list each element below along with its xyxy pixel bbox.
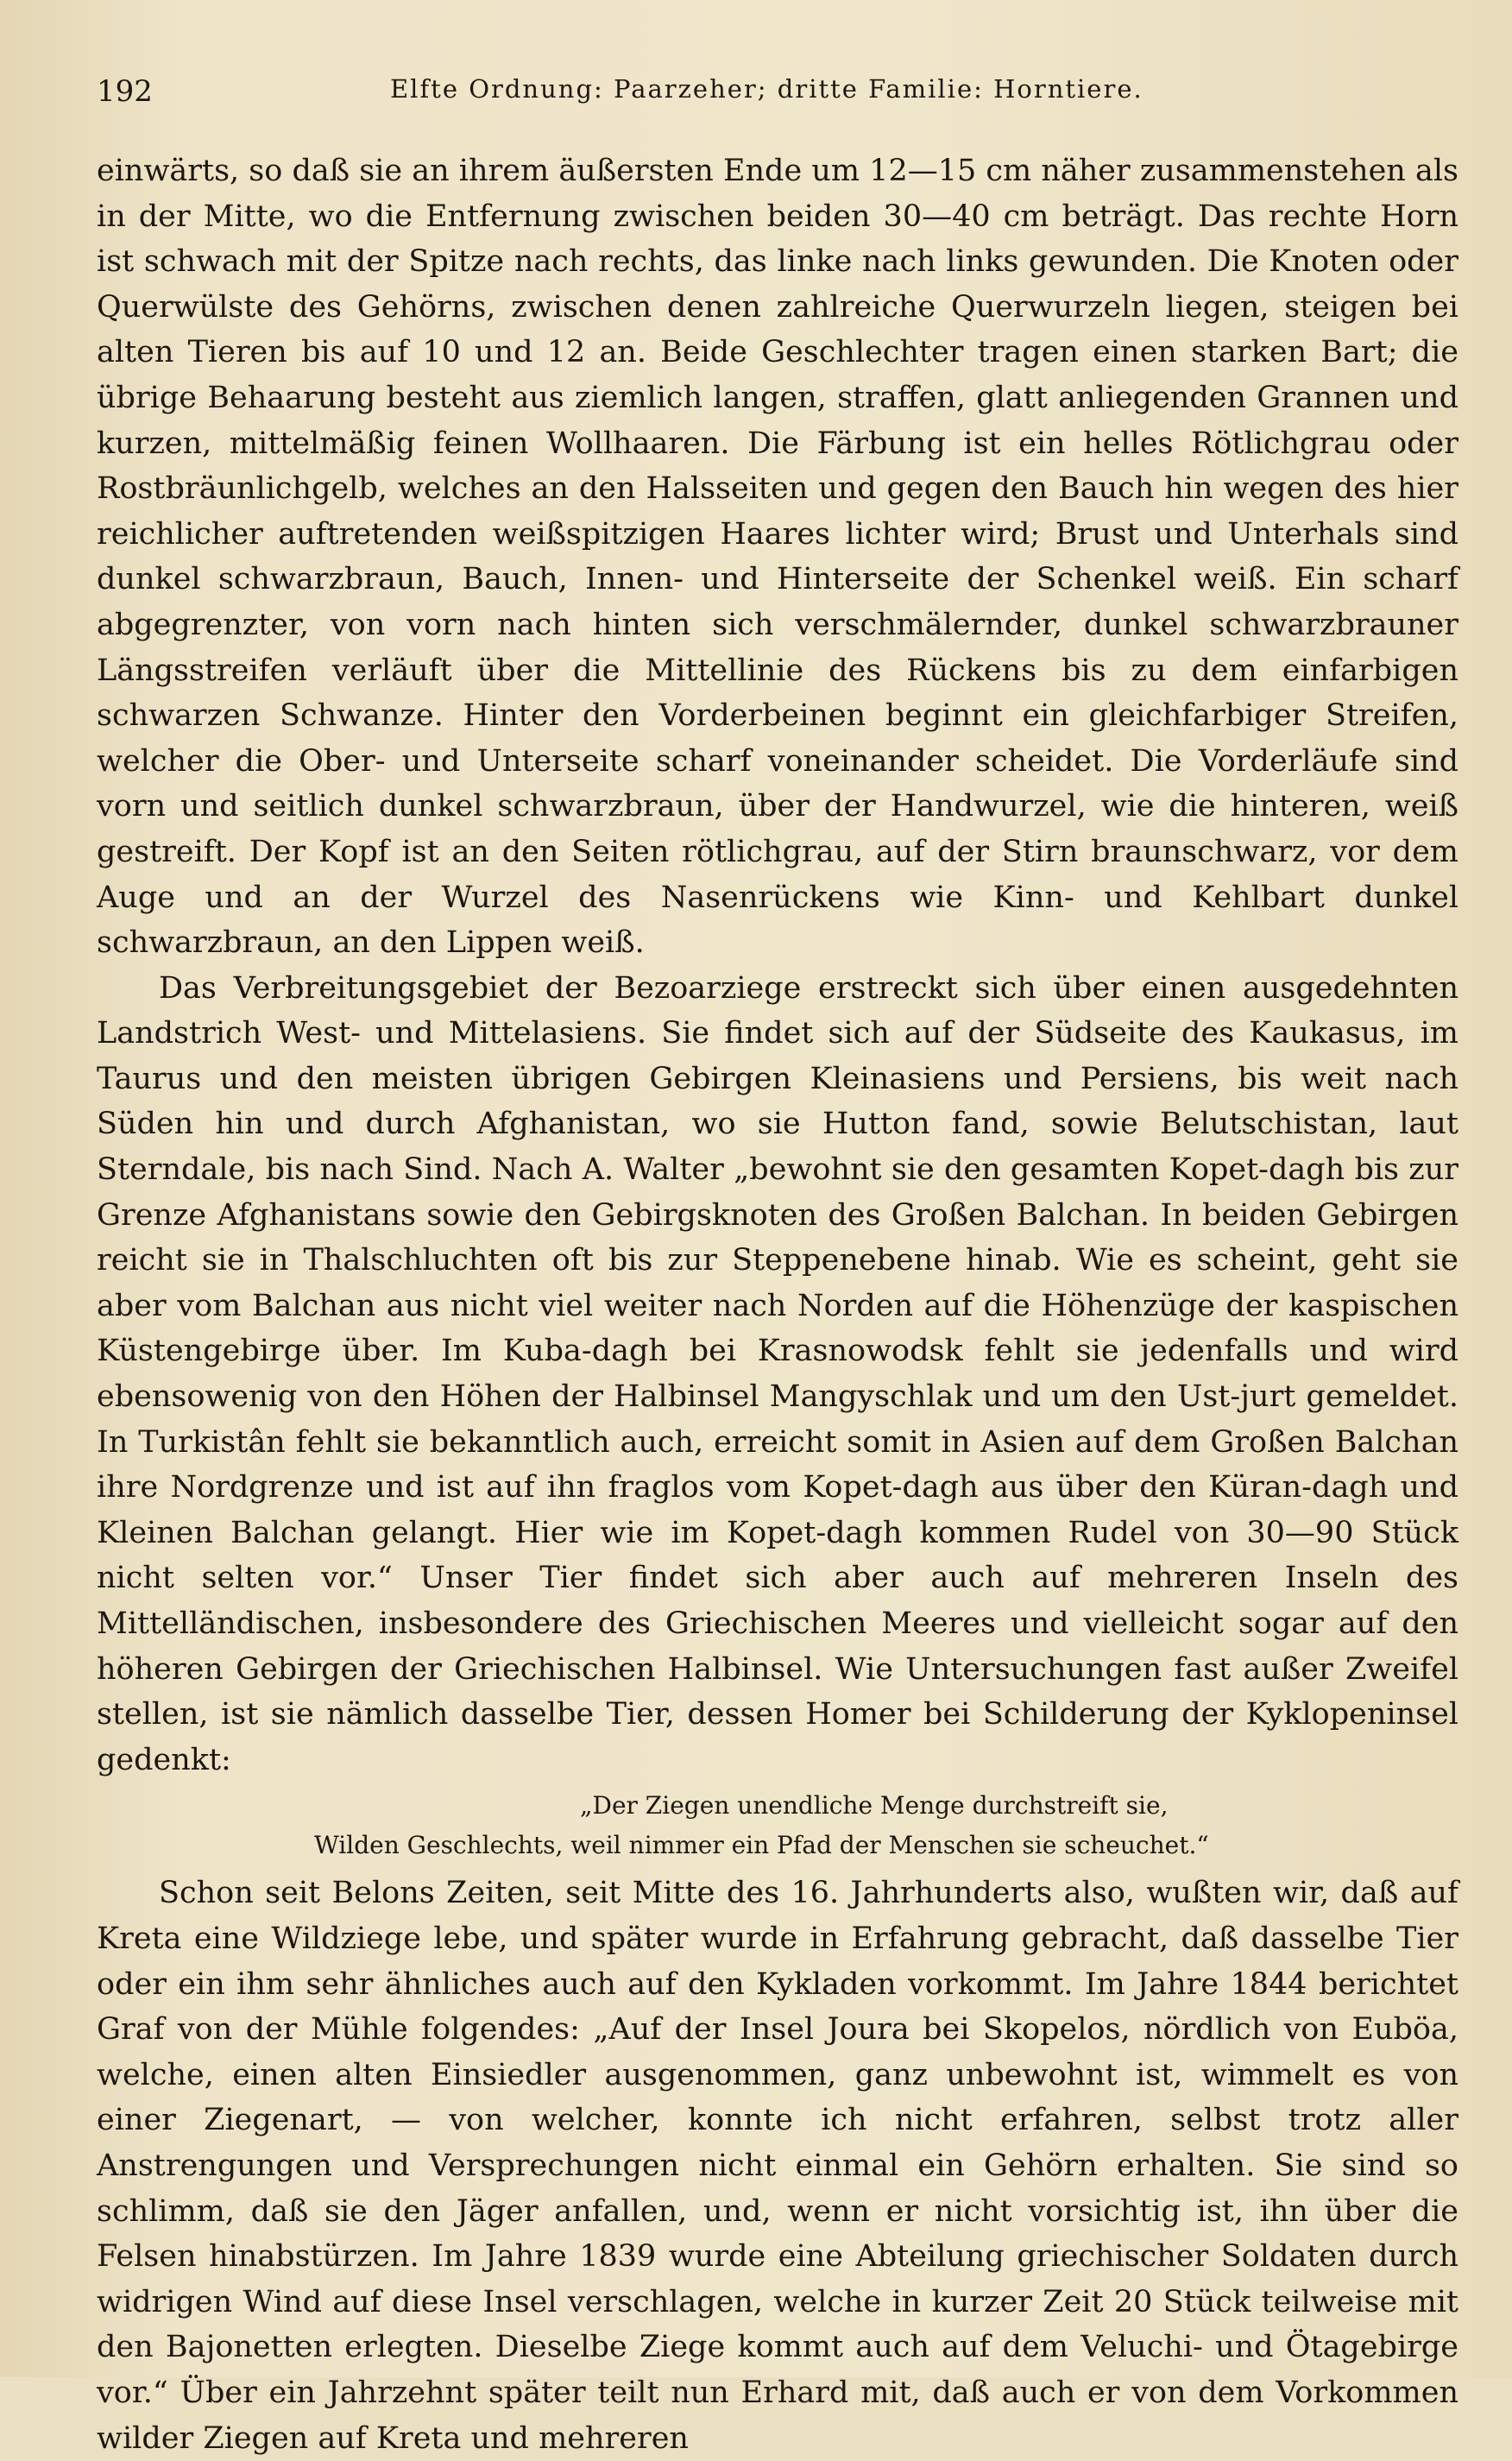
running-head: Elfte Ordnung: Paarzeher; dritte Familie: Horntiere. [390, 74, 1143, 104]
quote-line: „Der Ziegen unendliche Menge durchstreift sie, [580, 1791, 1169, 1821]
homer-quote [97, 1783, 1458, 1871]
page-number: 192 [97, 74, 153, 109]
page-header [97, 62, 1458, 126]
paragraph-crete: Schon seit Belons Zeiten, seit Mitte des 16. Jahrhunderts also, wußten wir, daß auf Kreta eine Wildziege lebe, und später wurde in Erfahrung gebracht, daß dasselbe Tier oder ein ihm sehr ähnliches auch auf den Kykladen vorkommt. Im Jahre 1844 berichtet Graf von der Mühle folgendes: „Auf der Insel Joura bei Skopelos, nördlich von Euböa, welche, einen alten Einsiedler ausgenommen, ganz unbewohnt ist, wimmelt es von einer Ziegenart, — von welcher, konnte ich nicht erfahren, selbst trotz aller Anstrengungen und Versprechungen nicht einmal ein Gehörn erhalten. Sie sind so schlimm, daß sie den Jäger anfallen, und, wenn er nicht vorsichtig ist, ihn über die Felsen hinabstürzen. Im Jahre 1839 wurde eine Abteilung griechischer Soldaten durch widrigen Wind auf diese Insel verschlagen, welche in kurzer Zeit 20 Stück teilweise mit den Bajonetten erlegten. Dieselbe Ziege kommt auch auf dem Veluchi- und Ötagebirge vor.“ Über ein Jahrzehnt später teilt nun Erhard mit, daß auch er von dem Vorkommen wilder Ziegen auf Kreta und mehreren [97, 1876, 1458, 2456]
paragraph-description: einwärts, so daß sie an ihrem äußersten Ende um 12—15 cm näher zusammenstehen als in der Mitte, wo die Entfernung zwischen beiden 30—40 cm beträgt. Das rechte Horn ist schwach mit der Spitze nach rechts, das linke nach links gewunden. Die Knoten oder Querwülste des Gehörns, zwischen denen zahlreiche Querwurzeln liegen, steigen bei alten Tieren bis auf 10 und 12 an. Beide Geschlechter tragen einen starken Bart; die übrige Behaarung besteht aus ziemlich langen, straffen, glatt anliegenden Grannen und kurzen, mittelmäßig feinen Wollhaaren. Die Färbung ist ein helles Rötlichgrau oder Rostbräunlichgelb, welches an den Halsseiten und gegen den Bauch hin wegen des hier reichlicher auftretenden weißspitzigen Haares lichter wird; Brust und Unterhals sind dunkel schwarzbraun, Bauch, Innen- und Hinterseite der Schenkel weiß. Ein scharf abgegrenzter, von vorn nach hinten sich verschmälernder, dunkel schwarzbrauner Längsstreifen verläuft über die Mittellinie des Rückens bis zu dem einfarbigen schwarzen Schwanze. Hinter den Vorderbeinen beginnt ein gleichfarbiger Streifen, welcher die Ober- und Unterseite scharf voneinander scheidet. Die Vorderläufe sind vorn und seitlich dunkel schwarzbraun, über der Handwurzel, wie die hinteren, weiß gestreift. Der Kopf ist an den Seiten rötlichgrau, auf der Stirn braunschwarz, vor dem Auge und an der Wurzel des Nasenrückens wie Kinn- und Kehlbart dunkel schwarzbraun, an den Lippen weiß. [97, 154, 1458, 961]
body-text [97, 148, 1458, 2461]
paragraph-distribution: Das Verbreitungsgebiet der Bezoarziege erstreckt sich über einen ausgedehnten Landstrich West- und Mittelasiens. Sie findet sich auf der Südseite des Kaukasus, im Taurus und den meisten übrigen Gebirgen Kleinasiens und Persiens, bis weit nach Süden hin und durch Afghanistan, wo sie Hutton fand, sowie Belutschistan, laut Sterndale, bis nach Sind. Nach A. Walter „bewohnt sie den gesamten Kopet-dagh bis zur Grenze Afghanistans sowie den Gebirgsknoten des Großen Balchan. In beiden Gebirgen reicht sie in Thalschluchten oft bis zur Steppenebene hinab. Wie es scheint, geht sie aber vom Balchan aus nicht viel weiter nach Norden auf die Höhenzüge der kaspischen Küstengebirge über. Im Kuba-dagh bei Krasnowodsk fehlt sie jedenfalls und wird ebensowenig von den Höhen der Halbinsel Mangyschlak und um den Ust-jurt gemeldet. In Turkistân fehlt sie bekanntlich auch, erreicht somit in Asien auf dem Großen Balchan ihre Nordgrenze und ist auf ihn fraglos vom Kopet-dagh aus über den Küran-dagh und Kleinen Balchan gelangt. Hier wie im Kopet-dagh kommen Rudel von 30—90 Stück nicht selten vor.“ Unser Tier findet sich aber auch auf mehreren Inseln des Mittelländischen, insbesondere des Griechischen Meeres und vielleicht sogar auf den höheren Gebirgen der Griechischen Halbinsel. Wie Untersuchungen fast außer Zweifel stellen, ist sie nämlich dasselbe Tier, dessen Homer bei Schilderung der Kyklopeninsel gedenkt: [97, 970, 1458, 1777]
quote-line: Wilden Geschlechts, weil nimmer ein Pfad der Menschen sie scheuchet.“ [314, 1831, 1209, 1860]
